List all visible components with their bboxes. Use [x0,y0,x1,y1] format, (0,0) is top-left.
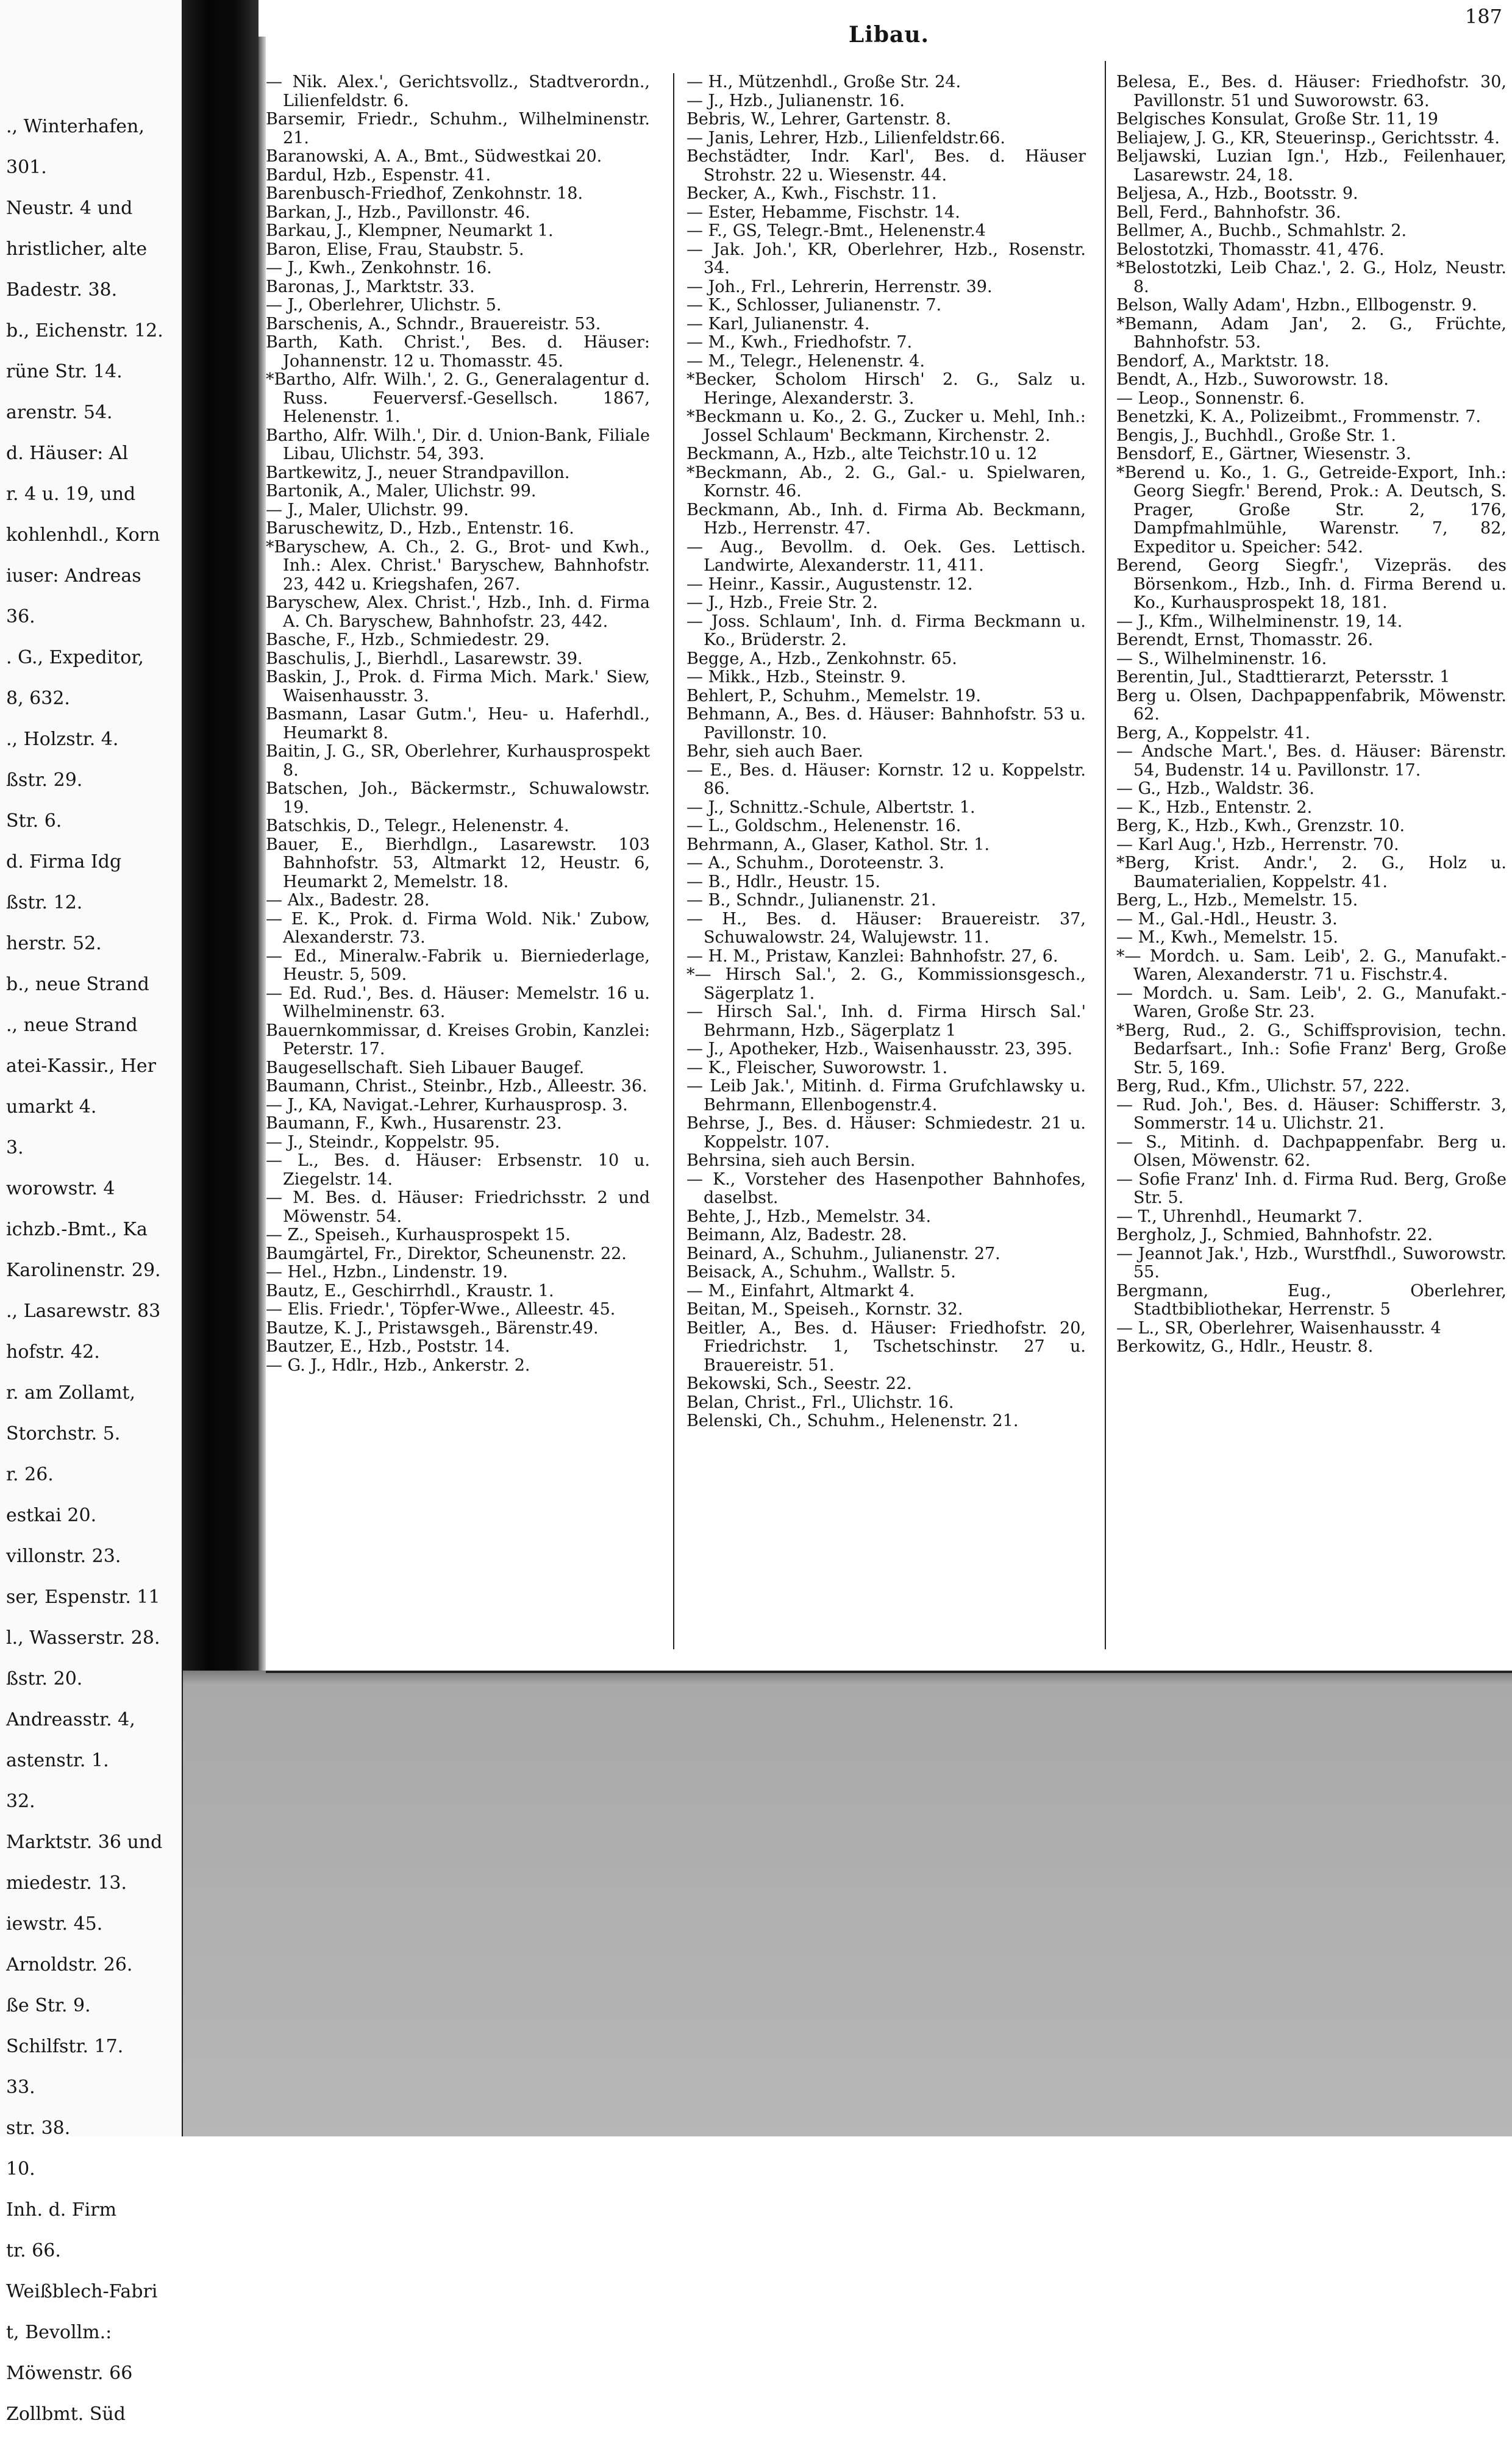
directory-page [266,0,1512,1673]
left-page-line: Neustr. 4 und [6,198,133,219]
left-page-line: miedestr. 13. [6,1872,127,1894]
left-page-line: 32. [6,1791,35,1812]
directory-entry: — J., Schnittz.-Schule, Albertstr. 1. [686,797,975,817]
directory-entry: Berg, K., Hzb., Kwh., Grenzstr. 10. [1116,816,1405,835]
directory-entry: Berg, Rud., Kfm., Ulichstr. 57, 222. [1116,1077,1410,1096]
left-page-line: ßstr. 29. [6,769,83,791]
left-page-line: iewstr. 45. [6,1913,103,1935]
directory-entry: Beljawski, Luzian Ign.', Hzb., Feilenhauer, Lasarewstr. 24, 18. [1116,147,1507,185]
left-page-line: ., Winterhafen, [6,116,144,137]
directory-entry: — Z., Speiseh., Kurhausprospekt 15. [266,1226,571,1244]
left-page-line: villonstr. 23. [6,1546,121,1567]
directory-entry: — Heinr., Kassir., Augustenstr. 12. [686,574,973,594]
directory-entry: — S., Wilhelminenstr. 16. [1116,649,1327,668]
directory-entry: — K., Schlosser, Julianenstr. 7. [686,296,942,315]
directory-entry: Belenski, Ch., Schuhm., Helenenstr. 21. [686,1411,1019,1430]
left-page-line: d. Häuser: Al [6,443,129,464]
directory-entry: — E., Bes. d. Häuser: Kornstr. 12 u. Koppelstr. 86. [686,760,1086,798]
left-page-line: tr. 66. [6,2240,61,2261]
directory-entry: Bautze, K. J., Pristawsgeh., Bärenstr.49. [266,1318,599,1338]
directory-entry: Baumann, Christ., Steinbr., Hzb., Alleestr. 36. [266,1077,647,1096]
directory-entry: Bergmann, Eug., Oberlehrer, Stadtbibliothekar, Herrenstr. 5 [1116,1281,1507,1319]
directory-entry: Bekowski, Sch., Seestr. 22. [686,1374,912,1393]
left-page-text [0,109,195,2437]
directory-entry: Beinard, A., Schuhm., Julianenstr. 27. [686,1244,1000,1263]
directory-entry: — Joss. Schlaum', Inh. d. Firma Beckmann u. Ko., Brüderstr. 2. [686,612,1086,649]
left-page-line: Schilfstr. 17. [6,2036,124,2057]
directory-entry: — B., Hdlr., Heustr. 15. [686,872,880,891]
directory-entry: Beitler, A., Bes. d. Häuser: Friedhofstr. 20, Friedrichstr. 1, Tschetschinstr. 27 u. Brauereistr. 51. [686,1318,1086,1375]
directory-entry: Behrmann, A., Glaser, Kathol. Str. 1. [686,835,990,854]
directory-entry: Bauernkommissar, d. Kreises Grobin, Kanzlei: Peterstr. 17. [266,1021,650,1058]
directory-entry: — M., Einfahrt, Altmarkt 4. [686,1281,915,1301]
directory-entry: Berkowitz, G., Hdlr., Heustr. 8. [1116,1337,1374,1356]
directory-entry: *Beckmann, Ab., 2. G., Gal.- u. Spielwaren, Kornstr. 46. [686,463,1086,501]
directory-entry: Barschenis, A., Schndr., Brauereistr. 53. [266,314,601,334]
directory-entry: — Alx., Badestr. 28. [266,891,430,910]
directory-entry: Basmann, Lasar Gutm.', Heu- u. Haferhdl., Heumarkt 8. [266,705,650,743]
left-page-line: ., Holzstr. 4. [6,729,119,750]
left-page-line: b., neue Strand [6,974,149,995]
directory-entry: Baranowski, A. A., Bmt., Südwestkai 20. [266,147,602,166]
left-page-line: ser, Espenstr. 11 [6,1586,160,1608]
left-page-line: kohlenhdl., Korn [6,524,160,546]
directory-entry: *Berg, Krist. Andr.', 2. G., Holz u. Baumaterialien, Koppelstr. 41. [1116,854,1507,891]
directory-entry: Berg, A., Koppelstr. 41. [1116,723,1311,743]
directory-entry: *Beckmann u. Ko., 2. G., Zucker u. Mehl, Inh.: Jossel Schlaum' Beckmann, Kirchenstr. 2. [686,407,1086,445]
directory-entry: Baitin, J. G., SR, Oberlehrer, Kurhausprospekt 8. [266,742,650,780]
directory-entry: — Ed., Mineralw.-Fabrik u. Bierniederlage, Heustr. 5, 509. [266,946,650,984]
scan-background [183,1671,1512,2136]
directory-entry: Berg u. Olsen, Dachpappenfabrik, Möwenstr. 62. [1116,686,1507,724]
left-page-line: hristlicher, alte [6,238,148,260]
directory-entry: — Leib Jak.', Mitinh. d. Firma Grufchlawsky u. Behrmann, Ellenbogenstr.4. [686,1077,1086,1115]
directory-entry: — Aug., Bevollm. d. Oek. Ges. Lettisch. Landwirte, Alexanderstr. 11, 411. [686,537,1086,575]
column-rule [673,73,674,1649]
directory-entry: Beimann, Alz, Badestr. 28. [686,1226,907,1244]
directory-entry: — E. K., Prok. d. Firma Wold. Nik.' Zubow, Alexanderstr. 73. [266,909,650,947]
directory-entry: — Ed. Rud.', Bes. d. Häuser: Memelstr. 16 u. Wilhelminenstr. 63. [266,983,650,1021]
directory-entry: Belesa, E., Bes. d. Häuser: Friedhofstr. 30, Pavillonstr. 51 und Suworowstr. 63. [1116,73,1507,110]
directory-entry: — L., SR, Oberlehrer, Waisenhausstr. 4 [1116,1318,1441,1338]
directory-entry: — J., Steindr., Koppelstr. 95. [266,1132,501,1152]
directory-entry: *Bartho, Alfr. Wilh.', 2. G., Generalagentur d. Russ. Feuerversf.-Gesellsch. 1867, Helenenstr. 1. [266,370,650,426]
left-page-line: t, Bevollm.: [6,2322,112,2343]
directory-entry: Berend, Georg Siegfr.', Vizepräs. des Börsenkom., Hzb., Inh. d. Firma Berend u. Ko., Kurhausprospekt 18, 181. [1116,556,1507,612]
directory-entry: Bardul, Hzb., Espenstr. 41. [266,165,491,185]
directory-entry: — Sofie Franz' Inh. d. Firma Rud. Berg, Große Str. 5. [1116,1169,1507,1207]
directory-entry: Bendorf, A., Marktstr. 18. [1116,351,1330,371]
directory-entry: — S., Mitinh. d. Dachpappenfabr. Berg u. Olsen, Möwenstr. 62. [1116,1132,1507,1170]
directory-entry: — J., Oberlehrer, Ulichstr. 5. [266,296,502,315]
directory-entry: Bellmer, A., Buchb., Schmahlstr. 2. [1116,221,1407,240]
directory-entry: Baschulis, J., Bierhdl., Lasarewstr. 39. [266,649,583,668]
directory-entry: *Becker, Scholom Hirsch' 2. G., Salz u. Heringe, Alexanderstr. 3. [686,370,1086,408]
directory-entry: Bergholz, J., Schmied, Bahnhofstr. 22. [1116,1226,1433,1244]
directory-entry: — Leop., Sonnenstr. 6. [1116,388,1305,408]
left-page-line: ., Lasarewstr. 83 [6,1301,161,1322]
directory-entry: *— Hirsch Sal.', 2. G., Kommissionsgesch., Sägerplatz 1. [686,965,1086,1003]
left-page-line: ichzb.-Bmt., Ka [6,1219,148,1240]
directory-entry: Baskin, J., Prok. d. Firma Mich. Mark.' Siew, Waisenhausstr. 3. [266,668,650,705]
directory-entry: Barsemir, Friedr., Schuhm., Wilhelminenstr. 21. [266,110,650,148]
directory-entry: Bechstädter, Indr. Karl', Bes. d. Häuser Strohstr. 22 u. Wiesenstr. 44. [686,147,1086,185]
directory-entry: Beckmann, A., Hzb., alte Teichstr.10 u. 12 [686,444,1038,463]
directory-entry: Bebris, W., Lehrer, Gartenstr. 8. [686,110,952,129]
left-page-line: astenstr. 1. [6,1750,109,1771]
directory-entry: — H., Mützenhdl., Große Str. 24. [686,73,961,91]
directory-entry: — F., GS, Telegr.-Bmt., Helenenstr.4 [686,221,986,240]
directory-entry: — J., Maler, Ulichstr. 99. [266,500,469,519]
left-page-line: Karolinenstr. 29. [6,1260,161,1281]
directory-entry: — J., Kfm., Wilhelminenstr. 19, 14. [1116,612,1403,631]
directory-entry: Behte, J., Hzb., Memelstr. 34. [686,1207,932,1226]
directory-entry: *Belostotzki, Leib Chaz.', 2. G., Holz, Neustr. 8. [1116,259,1507,296]
directory-entry: — K., Hzb., Entenstr. 2. [1116,797,1313,817]
directory-column-2 [686,73,1086,1622]
directory-entry: Batschkis, D., Telegr., Helenenstr. 4. [266,816,569,835]
directory-entry: Barkan, J., Hzb., Pavillonstr. 46. [266,202,530,222]
column-rule [1105,61,1106,1649]
directory-entry: — M., Kwh., Friedhofstr. 7. [686,333,913,352]
left-page-line: ßstr. 12. [6,892,83,913]
left-page-line: r. am Zollamt, [6,1382,136,1404]
directory-entry: — H., Bes. d. Häuser: Brauereistr. 37, Schuwalowstr. 24, Walujewstr. 11. [686,909,1086,947]
directory-entry: Behlert, P., Schuhm., Memelstr. 19. [686,686,981,705]
directory-entry: — G., Hzb., Waldstr. 36. [1116,779,1314,798]
directory-entry: Behr, sieh auch Baer. [686,742,863,761]
left-page-line: ., neue Strand [6,1015,138,1036]
directory-entry: Beisack, A., Schuhm., Wallstr. 5. [686,1263,956,1282]
directory-entry: — M. Bes. d. Häuser: Friedrichsstr. 2 und Möwenstr. 54. [266,1188,650,1226]
directory-entry: Baumgärtel, Fr., Direktor, Scheunenstr. 22. [266,1244,627,1263]
left-page-line: 36. [6,606,35,627]
directory-entry: Bengis, J., Buchhdl., Große Str. 1. [1116,426,1396,445]
left-page-line: 3. [6,1137,24,1158]
left-page-line: 10. [6,2158,35,2180]
directory-entry: Beljesa, A., Hzb., Bootsstr. 9. [1116,184,1358,203]
directory-entry: *Baryschew, A. Ch., 2. G., Brot- und Kwh., Inh.: Alex. Christ.' Baryschew, Bahnhofstr. 23, 442 u. Kriegshafen, 267. [266,537,650,594]
page-number: 187 [1464,5,1502,28]
directory-entry: — Nik. Alex.', Gerichtsvollz., Stadtverordn., Lilienfeldstr. 6. [266,73,650,110]
left-page-line: Badestr. 38. [6,279,118,301]
directory-entry: — A., Schuhm., Doroteenstr. 3. [686,854,944,872]
left-page-line: worowstr. 4 [6,1178,115,1199]
directory-entry: Bautzer, E., Hzb., Poststr. 14. [266,1337,510,1356]
directory-entry: Begge, A., Hzb., Zenkohnstr. 65. [686,649,957,668]
directory-entry: *Berg, Rud., 2. G., Schiffsprovision, techn. Bedarfsart., Inh.: Sofie Franz' Berg, Große Str. 5, 169. [1116,1021,1507,1077]
directory-entry: — Janis, Lehrer, Hzb., Lilienfeldstr.66. [686,128,1005,148]
directory-entry: Beliajew, J. G., KR, Steuerinsp., Gerichtsstr. 4. [1116,128,1500,148]
directory-entry: Bendt, A., Hzb., Suworowstr. 18. [1116,370,1389,389]
directory-entry: *Berend u. Ko., 1. G., Getreide-Export, Inh.: Georg Siegfr.' Berend, Prok.: A. Deutsch, S. Prager, Große Str. 2, 176, Dampfmahlmühle, Warenstr. 7, 82, Expeditor u. Speicher: 542. [1116,463,1507,557]
directory-entry: Beitan, M., Speiseh., Kornstr. 32. [686,1300,963,1319]
left-page-line: Möwenstr. 66 [6,2363,133,2384]
directory-entry: — Jak. Joh.', KR, Oberlehrer, Hzb., Rosenstr. 34. [686,240,1086,277]
directory-entry: — J., KA, Navigat.-Lehrer, Kurhausprosp. 3. [266,1095,628,1115]
directory-entry: *Bemann, Adam Jan', 2. G., Früchte, Bahnhofstr. 53. [1116,314,1507,352]
directory-entry: Behmann, A., Bes. d. Häuser: Bahnhofstr. 53 u. Pavillonstr. 10. [686,705,1086,743]
directory-entry: Berg, L., Hzb., Memelstr. 15. [1116,891,1358,910]
left-page-line: atei-Kassir., Her [6,1055,157,1077]
left-page-line: 8, 632. [6,688,70,709]
directory-entry: Bauer, E., Bierhdlgn., Lasarewstr. 103 Bahnhofstr. 53, Altmarkt 12, Heustr. 6, Heumarkt 2, Memelstr. 18. [266,835,650,891]
directory-entry: Becker, A., Kwh., Fischstr. 11. [686,184,937,203]
left-page-line: hofstr. 42. [6,1341,100,1363]
left-page-line: Str. 6. [6,810,62,832]
directory-entry: Behrse, J., Bes. d. Häuser: Schmiedestr. 21 u. Koppelstr. 107. [686,1114,1086,1152]
directory-entry: — Karl Aug.', Hzb., Herrenstr. 70. [1116,835,1399,854]
directory-entry: — Hirsch Sal.', Inh. d. Firma Hirsch Sal.' Behrmann, Hzb., Sägerplatz 1 [686,1002,1086,1040]
directory-entry: — Rud. Joh.', Bes. d. Häuser: Schifferstr. 3, Sommerstr. 14 u. Ulichstr. 21. [1116,1095,1507,1133]
left-page-line: ßstr. 20. [6,1668,83,1689]
left-page-line: Storchstr. 5. [6,1423,121,1444]
left-page-line: Marktstr. 36 und [6,1832,163,1853]
directory-entry: Barenbusch-Friedhof, Zenkohnstr. 18. [266,184,583,203]
directory-entry: Beckmann, Ab., Inh. d. Firma Ab. Beckmann, Hzb., Herrenstr. 47. [686,500,1086,538]
left-page-line: 33. [6,2077,35,2098]
directory-entry: Baronas, J., Marktstr. 33. [266,277,475,296]
directory-entry: Belgisches Konsulat, Große Str. 11, 19 [1116,110,1438,129]
directory-entry: — Joh., Frl., Lehrerin, Herrenstr. 39. [686,277,993,296]
directory-entry: — G. J., Hdlr., Hzb., Ankerstr. 2. [266,1355,530,1375]
directory-entry: Bartonik, A., Maler, Ulichstr. 99. [266,482,537,501]
left-page-line: 301. [6,157,47,178]
directory-entry: — M., Kwh., Memelstr. 15. [1116,928,1338,947]
directory-entry: — Hel., Hzbn., Lindenstr. 19. [266,1263,508,1282]
left-page-line: . G., Expeditor, [6,647,144,668]
left-page-line: d. Firma Idg [6,851,122,872]
directory-entry: — H. M., Pristaw, Kanzlei: Bahnhofstr. 27, 6. [686,946,1058,966]
directory-entry: Belostotzki, Thomasstr. 41, 476. [1116,240,1385,259]
left-page-line: estkai 20. [6,1505,97,1526]
directory-entry: — M., Telegr., Helenenstr. 4. [686,351,925,371]
directory-entry: Barth, Kath. Christ.', Bes. d. Häuser: Johannenstr. 12 u. Thomasstr. 45. [266,333,650,371]
directory-entry: — J., Hzb., Julianenstr. 16. [686,91,905,110]
left-page-line: umarkt 4. [6,1096,97,1118]
directory-entry: — Mikk., Hzb., Steinstr. 9. [686,668,907,687]
directory-entry: Bell, Ferd., Bahnhofstr. 36. [1116,202,1341,222]
left-page-fragment [0,0,182,2425]
left-page-line: iuser: Andreas [6,565,141,587]
left-page-line: r. 26. [6,1464,54,1485]
left-page-line: Andreasstr. 4, [6,1709,135,1730]
directory-entry: — Karl, Julianenstr. 4. [686,314,870,334]
directory-entry: Behrsina, sieh auch Bersin. [686,1151,916,1170]
directory-entry: Bartkewitz, J., neuer Strandpavillon. [266,463,570,482]
directory-column-3 [1116,73,1507,1622]
page-edge [259,37,266,1671]
directory-entry: — Ester, Hebamme, Fischstr. 14. [686,202,960,222]
directory-entry: Baruschewitz, D., Hzb., Entenstr. 16. [266,519,574,538]
page-title: Libau. [848,22,930,48]
left-page-line: ße Str. 9. [6,1995,91,2016]
directory-entry: Baumann, F., Kwh., Husarenstr. 23. [266,1114,562,1133]
directory-entry: Bautz, E., Geschirrhdl., Kraustr. 1. [266,1281,554,1301]
directory-entry: — K., Vorsteher des Hasenpother Bahnhofes, daselbst. [686,1169,1086,1207]
directory-entry: — J., Hzb., Freie Str. 2. [686,593,878,612]
directory-entry: — L., Bes. d. Häuser: Erbsenstr. 10 u. Ziegelstr. 14. [266,1151,650,1189]
directory-entry: *— Mordch. u. Sam. Leib', 2. G., Manufakt.-Waren, Alexanderstr. 71 u. Fischstr.4. [1116,946,1507,984]
left-page-line: b., Eichenstr. 12. [6,320,163,341]
directory-entry: — Mordch. u. Sam. Leib', 2. G., Manufakt.-Waren, Große Str. 23. [1116,983,1507,1021]
directory-entry: — K., Fleischer, Suworowstr. 1. [686,1058,948,1077]
directory-entry: Baugesellschaft. Sieh Libauer Baugef. [266,1058,585,1077]
directory-entry: — M., Gal.-Hdl., Heustr. 3. [1116,909,1338,929]
directory-entry: — L., Goldschm., Helenenstr. 16. [686,816,961,835]
left-page-line: str. 38. [6,2118,71,2139]
directory-entry: Benetzki, K. A., Polizeibmt., Frommenstr. 7. [1116,407,1481,426]
directory-entry: Belson, Wally Adam', Hzbn., Ellbogenstr. 9. [1116,296,1477,315]
directory-entry: — Andsche Mart.', Bes. d. Häuser: Bärenstr. 54, Budenstr. 14 u. Pavillonstr. 17. [1116,742,1507,780]
directory-entry: — T., Uhrenhdl., Heumarkt 7. [1116,1207,1363,1226]
directory-entry: — Jeannot Jak.', Hzb., Wurstfhdl., Suworowstr. 55. [1116,1244,1507,1282]
left-page-line: herstr. 52. [6,933,102,954]
left-page-line: l., Wasserstr. 28. [6,1627,160,1649]
directory-entry: Bensdorf, E., Gärtner, Wiesenstr. 3. [1116,444,1411,463]
directory-entry: Baron, Elise, Frau, Staubstr. 5. [266,240,524,259]
left-page-line: Arnoldstr. 26. [6,1954,133,1975]
directory-entry: Berendt, Ernst, Thomasstr. 26. [1116,630,1374,649]
left-page-line: Zollbmt. Süd [6,2403,126,2425]
directory-entry: Belan, Christ., Frl., Ulichstr. 16. [686,1393,954,1412]
directory-entry: Basche, F., Hzb., Schmiedestr. 29. [266,630,550,649]
left-page-line: Inh. d. Firm [6,2199,117,2221]
directory-entry: Bartho, Alfr. Wilh.', Dir. d. Union-Bank, Filiale Libau, Ulichstr. 54, 393. [266,426,650,463]
directory-entry: Barkau, J., Klempner, Neumarkt 1. [266,221,554,240]
left-page-line: r. 4 u. 19, und [6,483,136,505]
left-page-line: rüne Str. 14. [6,361,123,382]
directory-entry: Baryschew, Alex. Christ.', Hzb., Inh. d. Firma A. Ch. Baryschew, Bahnhofstr. 23, 442. [266,593,650,631]
directory-entry: Berentin, Jul., Stadttierarzt, Petersstr. 1 [1116,668,1450,687]
left-page-line: arenstr. 54. [6,402,113,423]
directory-entry: — B., Schndr., Julianenstr. 21. [686,891,936,910]
left-page-line: Weißblech-Fabri [6,2281,158,2302]
directory-column-1 [266,73,650,1622]
directory-entry: — J., Kwh., Zenkohnstr. 16. [266,259,492,277]
directory-entry: — Elis. Friedr.', Töpfer-Wwe., Alleestr. 45. [266,1300,616,1319]
directory-entry: — J., Apotheker, Hzb., Waisenhausstr. 23, 395. [686,1040,1073,1058]
directory-entry: Batschen, Joh., Bäckermstr., Schuwalowstr. 19. [266,779,650,817]
